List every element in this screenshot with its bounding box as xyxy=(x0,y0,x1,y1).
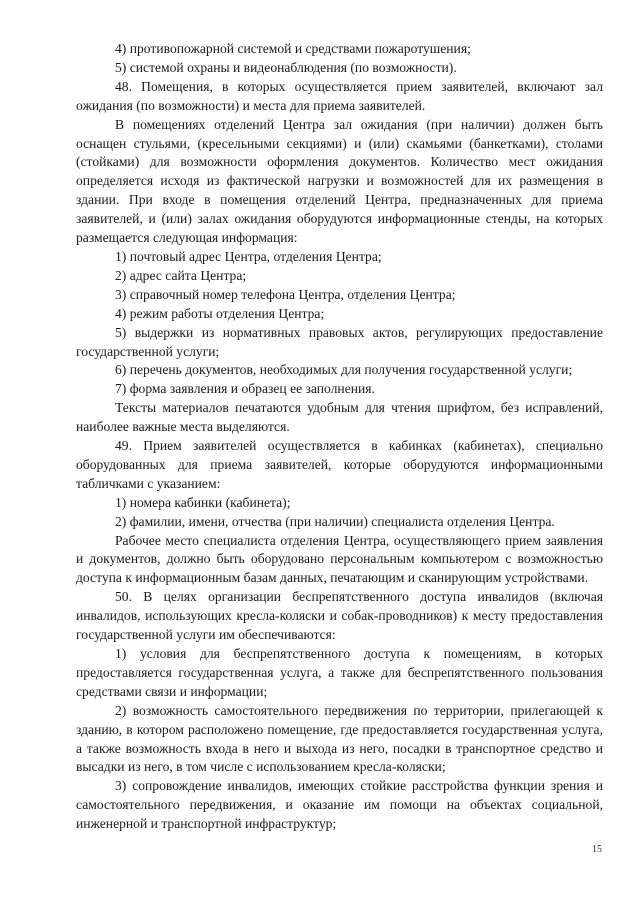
document-body xyxy=(76,40,603,834)
page-number: 15 xyxy=(592,844,602,855)
paragraph-clause-49: 49. Прием заявителей осуществляется в кабинках (кабинетах), специально оборудованных для приема заявителей, которые оборудуются информационными табличками с указанием: xyxy=(76,438,603,491)
list-item-phone: 3) справочный номер телефона Центра, отделения Центра; xyxy=(115,286,456,302)
paragraph-workplace: Рабочее место специалиста отделения Центра, осуществляющего прием заявления и документов, должно быть оборудовано персональным компьютером с возможностью доступа к информационным базам данных, печатающим и сканирующим устройствами. xyxy=(76,532,603,586)
paragraph-item-5-security: 5) системой охраны и видеонаблюдения (по возможности). xyxy=(115,59,457,75)
paragraph-texts-font: Тексты материалов печатаются удобным для чтения шрифтом, без исправлений, наиболее важные места выделяются. xyxy=(76,400,603,435)
paragraph-clause-50: 50. В целях организации беспрепятственного доступа инвалидов (включая инвалидов, использующих кресла-коляски и собак-проводников) к месту предоставления государственной услуги им обеспечиваются: xyxy=(76,589,603,643)
list-item-form-sample: 7) форма заявления и образец ее заполнения. xyxy=(115,381,375,397)
paragraph-waiting-rooms: В помещениях отделений Центра зал ожидания (при наличии) должен быть оснащен стульями, (кресельными секциями) и (или) скамьями (банкетками), столами (стойками) для возможности оформления документов. Количество мест ожидания определяется исходя из фактической нагрузки и возможностей для их размещения в здании. При входе в помещения отделений Центра, предназначенных для приема заявителей, и (или) залах ожидания оборудуются информационные стенды, на которых размещается следующая информация: xyxy=(76,116,603,246)
list-item-schedule: 4) режим работы отделения Центра; xyxy=(115,305,325,321)
paragraph-clause-48: 48. Помещения, в которых осуществляется прием заявителей, включают зал ожидания (по возможности) и места для приема заявителей. xyxy=(76,78,603,113)
list-item-documents: 6) перечень документов, необходимых для получения государственной услуги; xyxy=(115,362,573,378)
list-item-postal-address: 1) почтовый адрес Центра, отделения Центра; xyxy=(115,248,382,264)
list-item-legal-excerpts: 5) выдержки из нормативных правовых актов, регулирующих предоставление государственной услуги; xyxy=(76,324,603,359)
list-item-booth-number: 1) номера кабинки (кабинета); xyxy=(115,494,291,510)
list-item-access-conditions: 1) условия для беспрепятственного доступа к помещениям, в которых предоставляется государственная услуга, а также для беспрепятственного пользования средствами связи и информации; xyxy=(76,646,603,699)
paragraph-item-4-fire: 4) противопожарной системой и средствами пожаротушения; xyxy=(115,41,471,56)
list-item-movement: 2) возможность самостоятельного передвижения по территории, прилегающей к зданию, в котором расположено помещение, где предоставляется государственная услуга, а также возможность входа в него и выхода из него, посадки в транспортное средство и высадки из него, в том числе с использованием кресла-коляски; xyxy=(76,702,603,775)
list-item-escort: 3) сопровождение инвалидов, имеющих стойкие расстройства функции зрения и самостоятельного передвижения, и оказание им помощи на объектах социальной, инженерной и транспортной инфраструктур; xyxy=(76,778,603,832)
list-item-specialist-name: 2) фамилии, имени, отчества (при наличии) специалиста отделения Центра. xyxy=(115,513,555,529)
list-item-website: 2) адрес сайта Центра; xyxy=(115,267,247,283)
